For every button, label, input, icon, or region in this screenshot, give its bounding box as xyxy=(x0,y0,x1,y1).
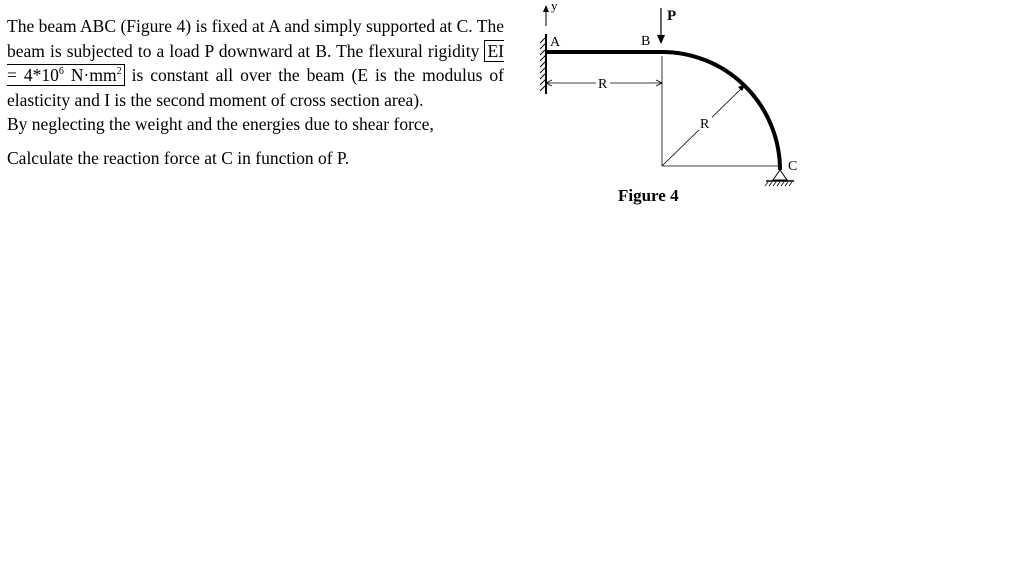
load-arrowhead xyxy=(657,35,665,44)
figure-4 xyxy=(530,0,810,220)
ei-exponent: 6 xyxy=(58,66,64,77)
pin-support-hatching xyxy=(765,182,792,186)
problem-paragraph-1 xyxy=(7,14,504,112)
ei-unit: N·mm xyxy=(63,65,117,85)
point-b-label: B xyxy=(641,34,651,49)
point-a-label: A xyxy=(550,35,561,50)
problem-text-intro: The beam ABC (Figure 4) is fixed at A and simply supported at C. The beam is subjected to a load P downward at B. The flexural rigidity xyxy=(7,16,504,61)
problem-question: Calculate the reaction force at C in function of P. xyxy=(7,147,350,168)
point-c-label: C xyxy=(788,159,798,174)
problem-statement xyxy=(7,14,504,170)
problem-paragraph-2: By neglecting the weight and the energies due to shear force, xyxy=(7,114,434,134)
load-label: P xyxy=(667,8,677,24)
beam-abc xyxy=(546,52,780,170)
pin-support-triangle xyxy=(773,170,787,180)
problem-text-after: is constant all over the beam (E is the modulus of elasticity and I is the second moment of cross section area). xyxy=(7,65,504,110)
figure-caption: Figure 4 xyxy=(618,186,679,205)
length-label: R xyxy=(598,77,608,92)
radius-label: R xyxy=(700,117,710,132)
y-axis-arrowhead xyxy=(543,5,549,12)
y-axis-label: y xyxy=(551,0,558,13)
ei-unit-exponent: 2 xyxy=(116,66,122,77)
ei-base: EI = 4*10 xyxy=(7,40,504,85)
